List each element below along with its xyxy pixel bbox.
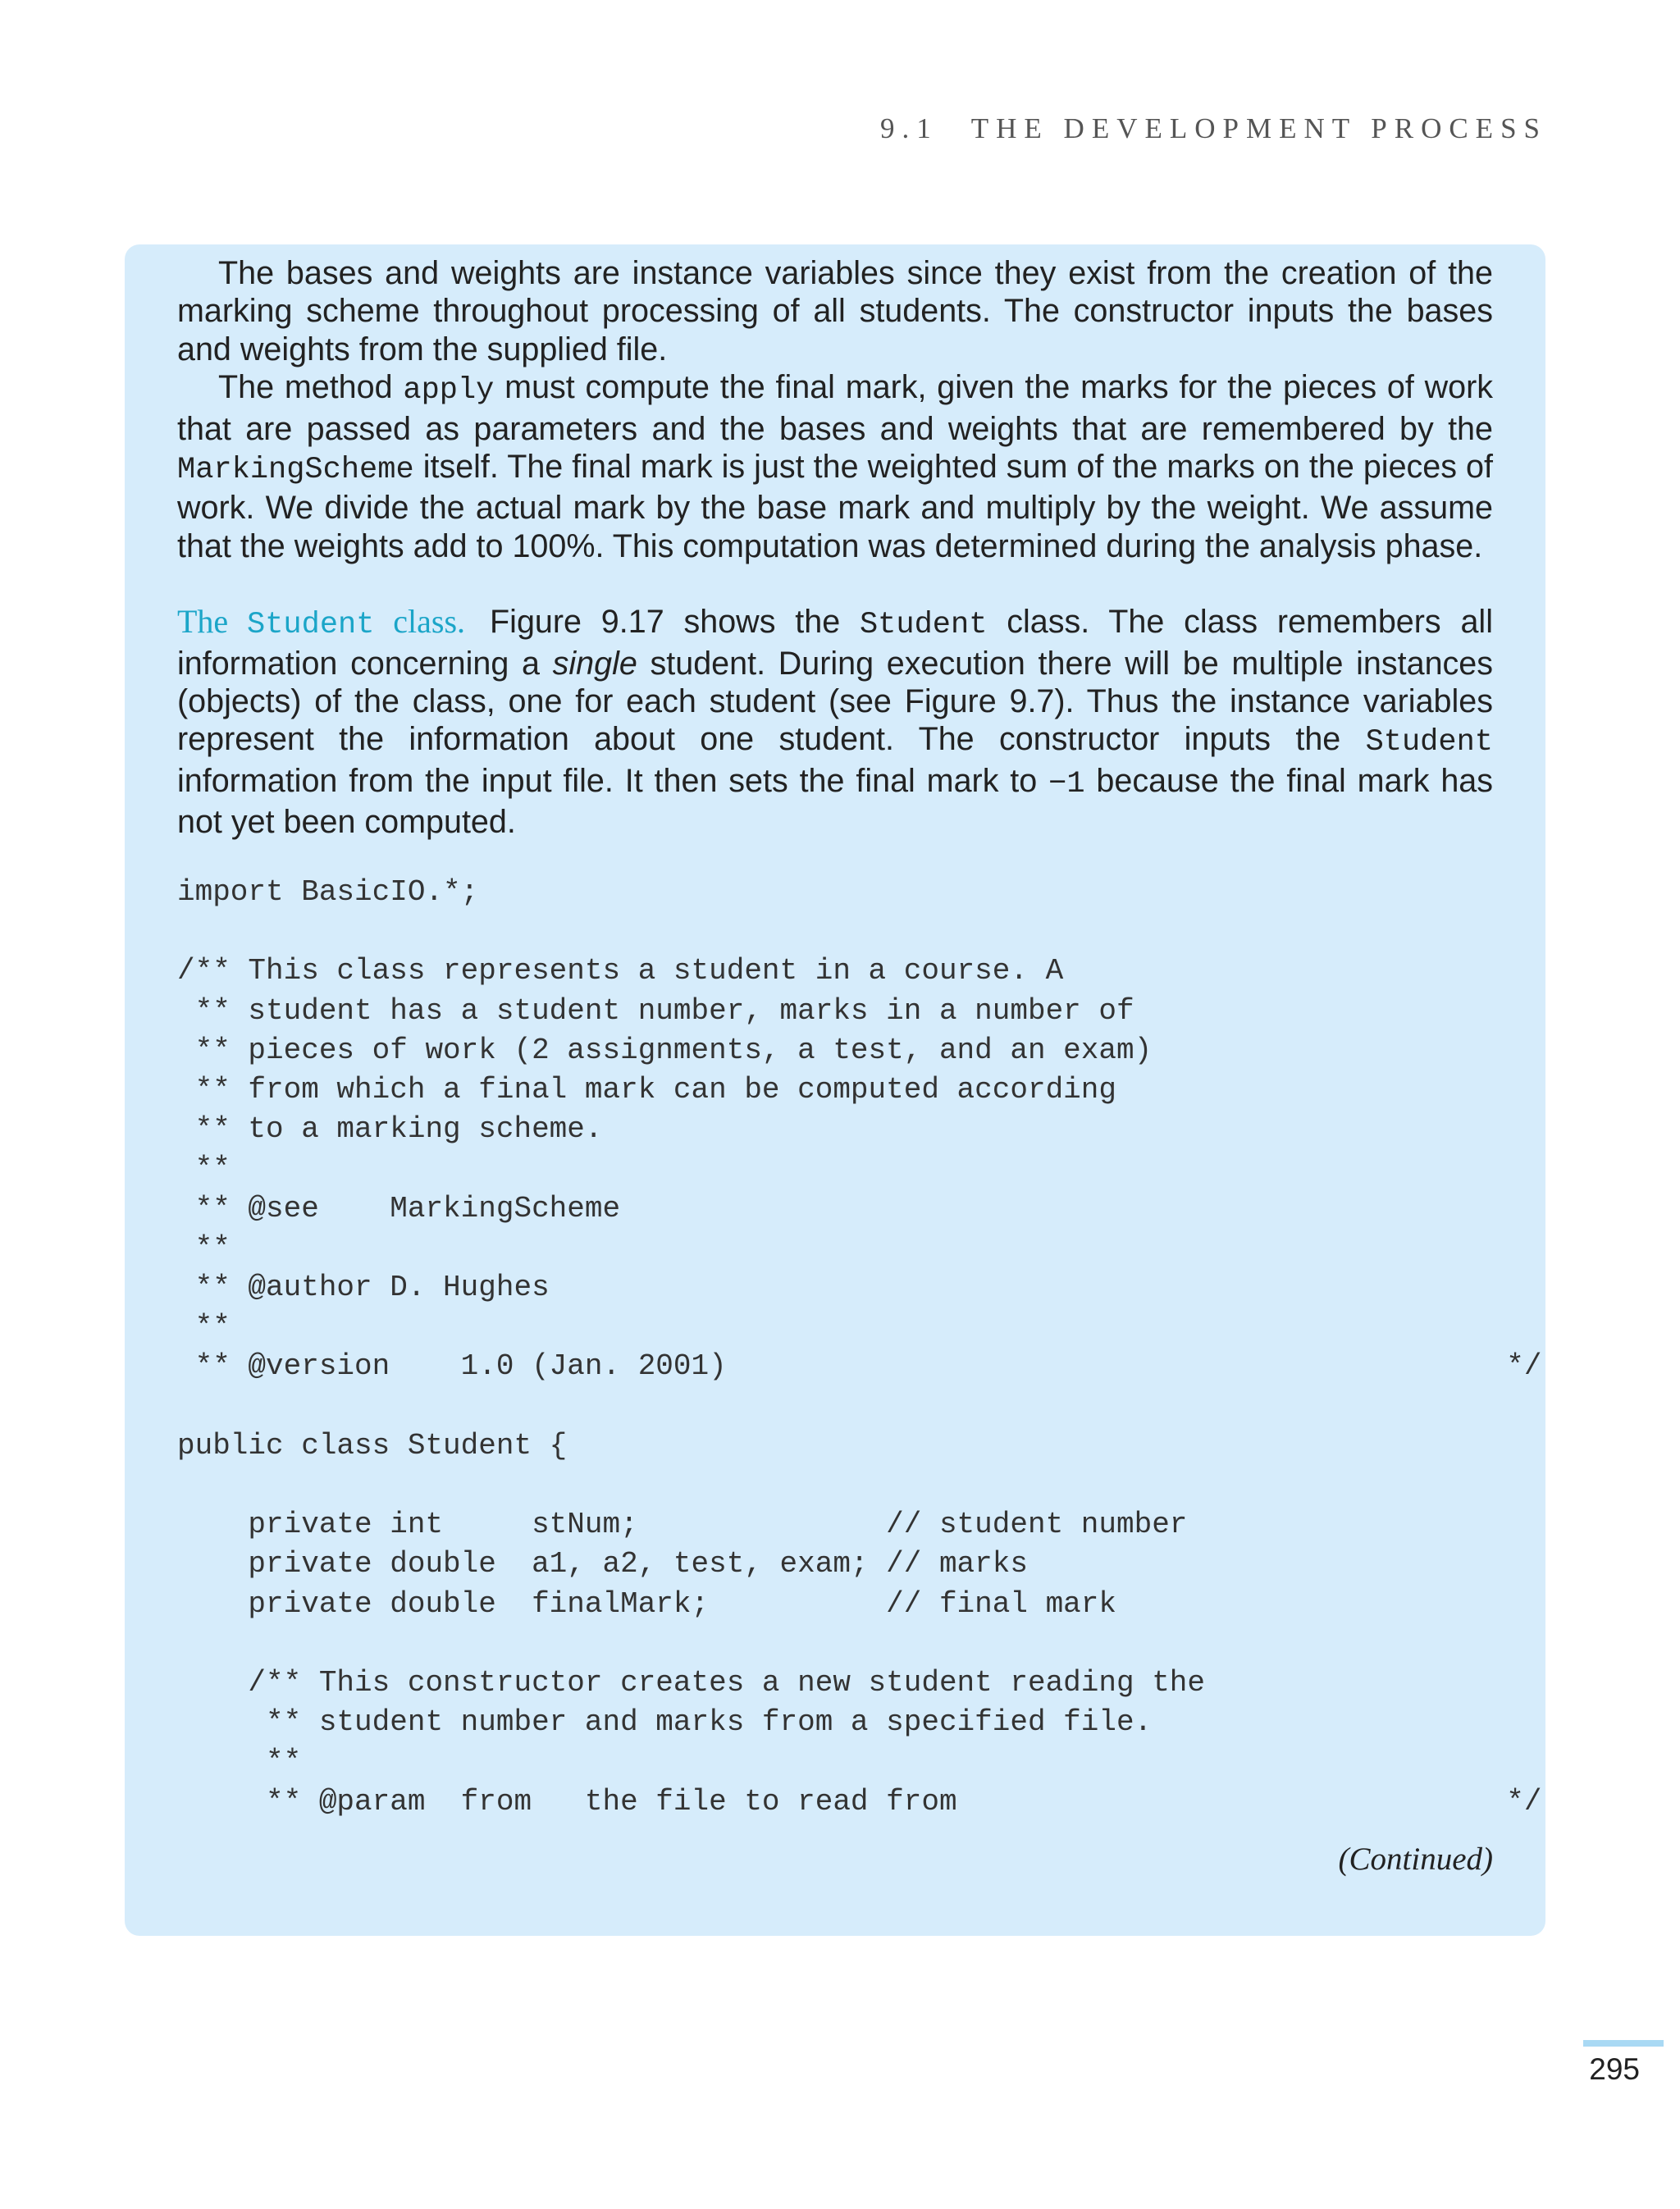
paragraph-apply-method: The method apply must compute the final mark, given the marks for the pieces of work that are passed as parameters and the bases and weights that are remembered by the MarkingScheme itself. The final mark is just the weighted sum of the marks on the pieces of work. We divide the actual mark by the base mark and multiply by the weight. We assume that the weights add to 100%. This computation was determined during the analysis phase. (177, 369, 1493, 564)
page-number-rule (1583, 2040, 1664, 2047)
code-listing: import BasicIO.*; /** This class represents a student in a course. A ** student has a student number, marks in a number of ** pieces of work (2 assignments, a test, and an exam) ** from which a final mark can be computed according ** to a marking scheme. ** ** @see MarkingScheme ** ** @author D. Hughes ** ** @version 1.0 (Jan. 2001) public class Student { private int stNum; // student number private double a1, a2, test, exam; // marks private double finalMark; // final mark /** This constructor creates a new student reading the ** student number and marks from a specified file. ** ** @param from the file to read from (177, 875, 1206, 1819)
page-number: 295 (1589, 2052, 1640, 2086)
paragraph-bases-weights: The bases and weights are instance variables since they exist from the creation of the marking scheme throughout processing of all students. The constructor inputs the bases and weights from the supplied file. (177, 255, 1493, 367)
section-title: THE DEVELOPMENT PROCESS (970, 112, 1547, 144)
body-text (177, 254, 1493, 842)
inline-code-markingscheme: MarkingScheme (177, 453, 414, 488)
emphasis-single: single (552, 645, 637, 682)
continued-label: (Continued) (1338, 1842, 1493, 1877)
inline-code-student-2: Student (1365, 725, 1493, 760)
inline-code-student: Student (859, 608, 988, 643)
run-in-heading: The Student class. (177, 603, 466, 643)
inline-code-apply: apply (403, 373, 495, 408)
inline-code-minus-one: −1 (1048, 766, 1085, 801)
running-head (880, 112, 1547, 145)
section-number: 9.1 (880, 112, 938, 144)
paragraph-student-class: The Student class. Figure 9.17 shows the Student class. The class remembers all information concerning a single student. During execution there will be multiple instances (objects) of the class, one for each student (see Figure 9.7). Thus the instance variables represent the information about one student. The constructor inputs the Student information from the input file. It then sets the final mark to −1 because the final mark has not yet been computed. (177, 603, 1494, 841)
